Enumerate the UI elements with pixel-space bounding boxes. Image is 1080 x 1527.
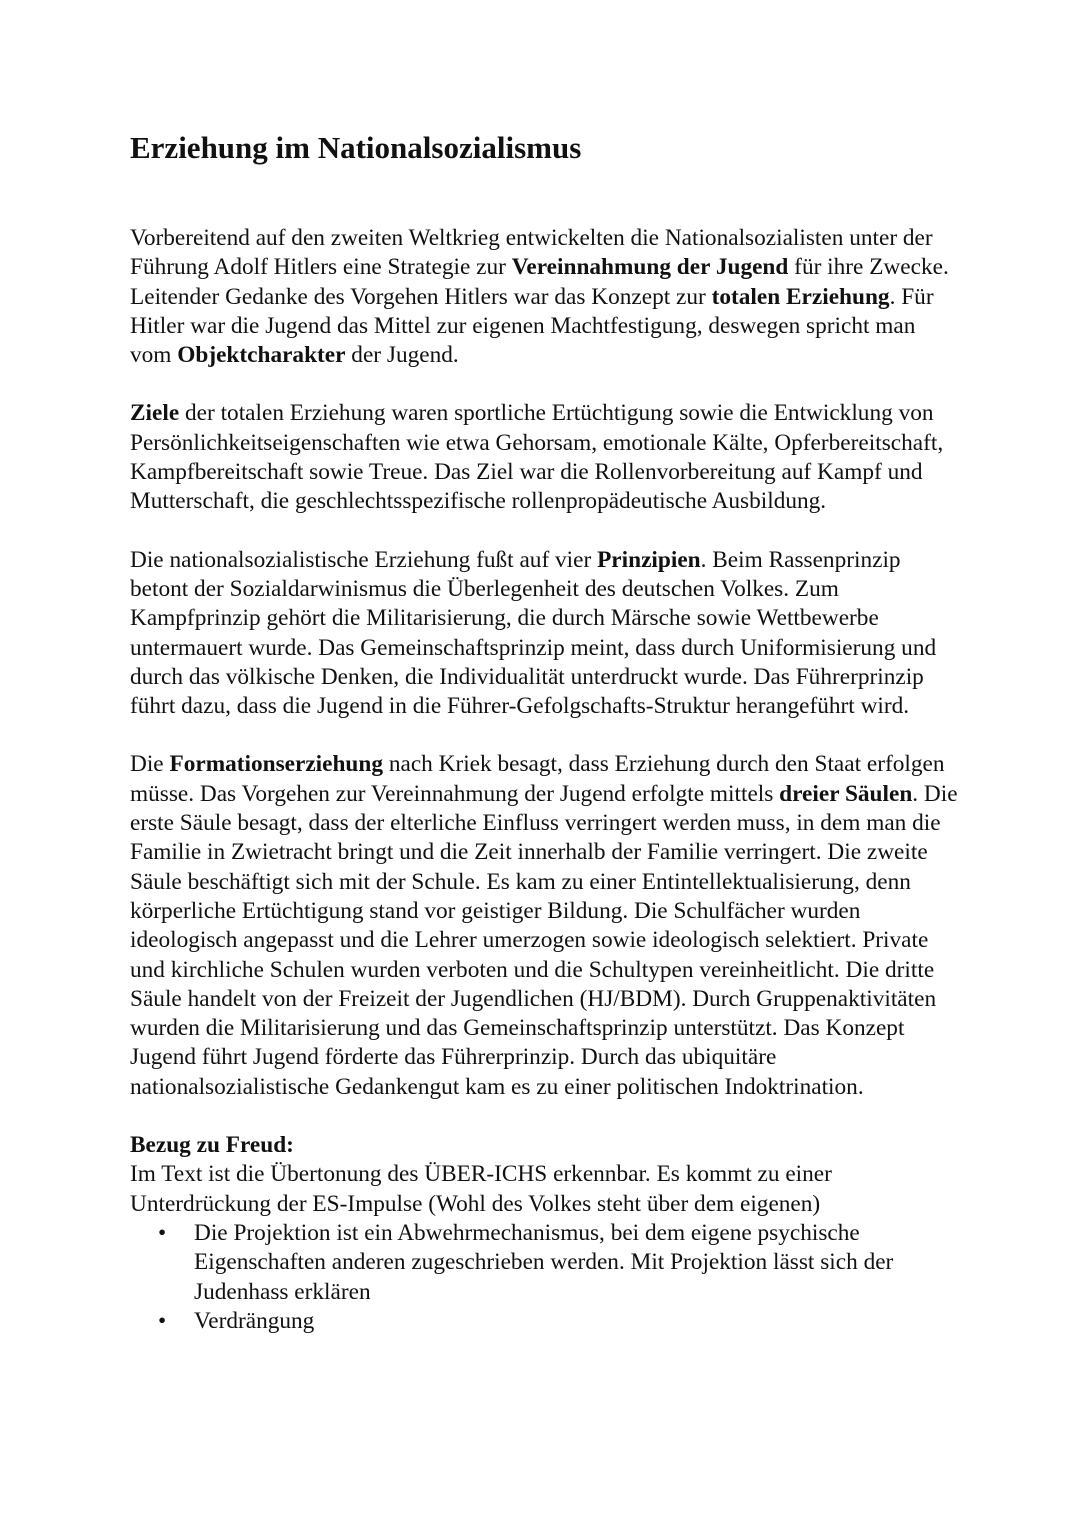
- prinzipien-text-1: Die nationalsozialistische Erziehung fußt auf vier: [130, 546, 598, 573]
- formation-text-3: . Die erste Säule besagt, dass der elterliche Einfluss verringert werden muss, in dem man die Familie in Zwietracht bringt und die Zeit innerhalb der Familie verringert. Die zweite Säule beschäftigt sich mit der Schule. Es kam zu einer Entintellektualisierung, denn körperliche Ertüchtigung stand vor geistiger Bildung. Die Schulfächer wurden ideologisch angepasst und die Lehrer umerzogen sowie ideologisch selektiert. Private und kirchliche Schulen wurden verboten und die Schultypen vereinheitlicht. Die dritte Säule handelt von der Freizeit der Jugendlichen (HJ/BDM). Durch Gruppenaktivitäten wurden die Militarisierung und das Gemeinschaftsprinzip unterstützt. Das Konzept Jugend führt Jugend förderte das Führerprinzip. Durch das ubiquitäre nationalsozialistische Gedankengut kam es zu einer politischen Indoktrination.: [130, 780, 958, 1100]
- bullet-icon: •: [158, 1307, 167, 1334]
- saeulen-bold: dreier Säulen: [779, 780, 913, 807]
- paragraph-ziele: [130, 399, 960, 516]
- ziele-bold: Ziele: [130, 400, 180, 427]
- list-item-text: Verdrängung: [194, 1307, 315, 1334]
- formation-bold: Formationserziehung: [169, 751, 383, 778]
- freud-heading: Bezug zu Freud:: [130, 1132, 294, 1159]
- intro-text-1: Vorbereitend auf den zweiten Weltkrieg entwickelten die Nationalsozialisten unter der Führung Adolf Hitlers eine Strategie zur: [130, 225, 933, 281]
- intro-bold-vereinnahmung: Vereinnahmung der Jugend: [511, 254, 789, 281]
- intro-text-4: der Jugend.: [345, 342, 459, 369]
- document-title: Erziehung im Nationalsozialismus: [130, 130, 582, 165]
- formation-text-1: Die: [130, 751, 170, 778]
- document-page: [130, 126, 960, 1336]
- formation-text-2: nach Kriek besagt, dass Erziehung durch den Staat erfolgen müsse. Das Vorgehen zur Vereinnahmung der Jugend erfolgte mittels: [130, 751, 945, 807]
- intro-text-3: . Für Hitler war die Jugend das Mittel zur eigenen Machtfestigung, deswegen spricht man vom: [130, 283, 934, 369]
- prinzipien-bold: Prinzipien: [597, 546, 701, 573]
- list-item-text: Die Projektion ist ein Abwehrmechanismus, bei dem eigene psychische Eigenschaften anderen zugeschrieben werden. Mit Projektion lässt sich der Judenhass erklären: [194, 1219, 894, 1305]
- freud-text: Im Text ist die Übertonung des ÜBER-ICHS erkennbar. Es kommt zu einer Unterdrückung der ES-Impulse (Wohl des Volkes steht über dem eigenen): [130, 1161, 832, 1217]
- intro-bold-totale-erziehung: totalen Erziehung: [711, 283, 890, 310]
- paragraph-intro: [130, 224, 960, 370]
- list-item: [130, 1307, 960, 1336]
- freud-bullet-list: [130, 1219, 960, 1336]
- bullet-icon: •: [158, 1219, 167, 1246]
- prinzipien-text-2: . Beim Rassenprinzip betont der Sozialdarwinismus die Überlegenheit des deutschen Volkes. Zum Kampfprinzip gehört die Militarisierung, die durch Märsche sowie Wettbewerbe untermauert wurde. Das Gemeinschaftsprinzip meint, dass durch Uniformisierung und durch das völkische Denken, die Individualität unterdruckt wurde. Das Führerprinzip führt dazu, dass die Jugend in die Führer-Gefolgschafts-Struktur herangeführt wird.: [130, 546, 937, 720]
- intro-text-2: für ihre Zwecke. Leitender Gedanke des Vorgehen Hitlers war das Konzept zur: [130, 254, 949, 310]
- list-item: [130, 1219, 960, 1307]
- paragraph-formationserziehung: [130, 750, 960, 1102]
- ziele-text: der totalen Erziehung waren sportliche Ertüchtigung sowie die Entwicklung von Persönlichkeitseigenschaften wie etwa Gehorsam, emotionale Kälte, Opferbereitschaft, Kampfbereitschaft sowie Treue. Das Ziel war die Rollenvorbereitung auf Kampf und Mutterschaft, die geschlechtsspezifische rollenpropädeutische Ausbildung.: [130, 400, 944, 515]
- section-freud: [130, 1131, 960, 1219]
- intro-bold-objektcharakter: Objektcharakter: [177, 342, 346, 369]
- paragraph-prinzipien: [130, 546, 960, 722]
